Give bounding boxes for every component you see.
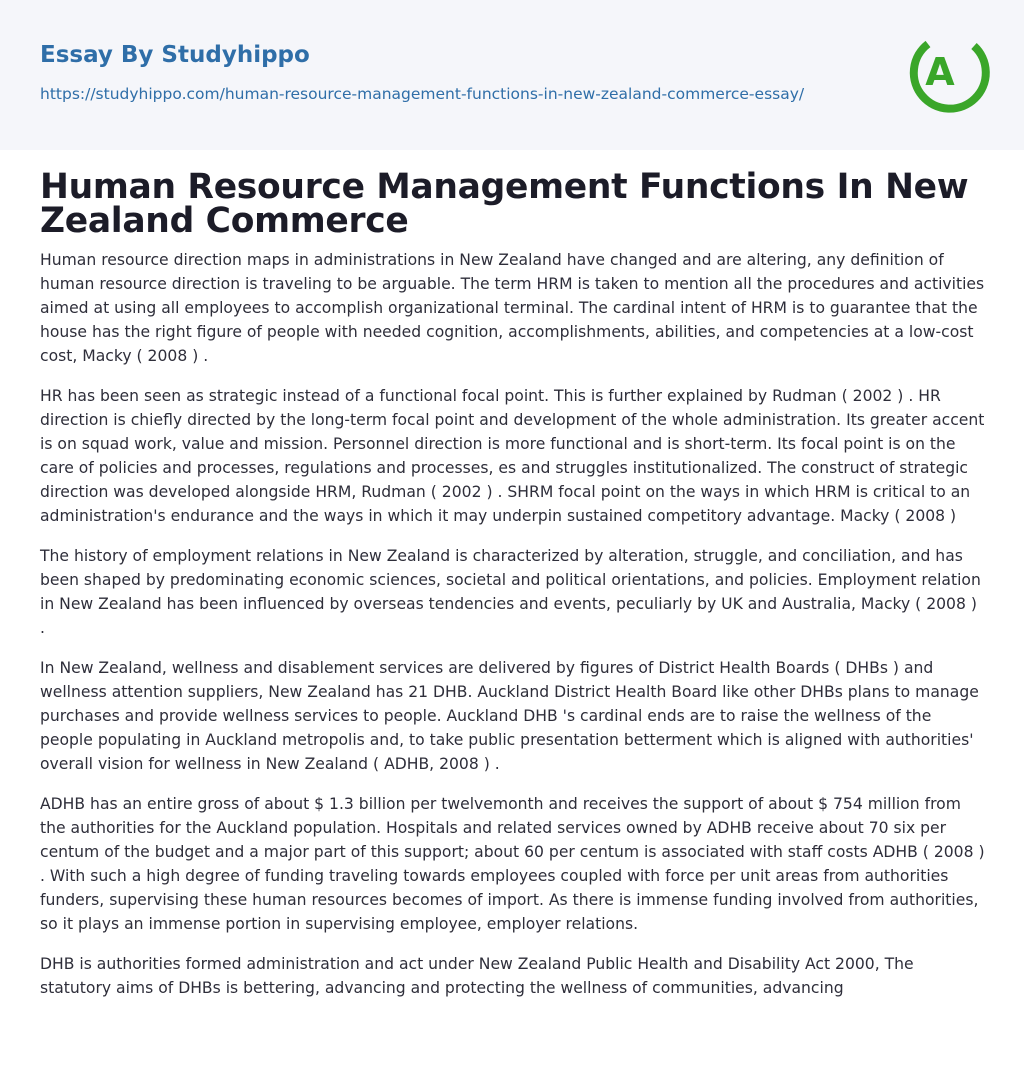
essay-paragraph: HR has been seen as strategic instead of a functional focal point. This is further explained by Rudman ( 2002 ) . HR direction is chiefly directed by the long-term focal point and development of the whole administration. Its greater accent is on squad work, value and mission. Personnel direction is more functional and is short-term. Its focal point is on the care of policies and processes, regulations and processes, es and struggles institutionalized. The construct of strategic direction was developed alongside HRM, Rudman ( 2002 ) . SHRM focal point on the ways in which HRM is critical to an administration's endurance and the ways in which it may underpin sustained competitory advantage. Macky ( 2008 )	[40, 387, 985, 525]
essay-paragraph: Human resource direction maps in administrations in New Zealand have changed and are altering, any definition of human resource direction is traveling to be arguable. The term HRM is taken to mention all the procedures and activities aimed at using all employees to accomplish organizational terminal. The cardinal intent of HRM is to guarantee that the house has the right figure of people with needed cognition, accomplishments, abilities, and competencies at a low-cost cost, Macky ( 2008 ) .	[40, 251, 985, 365]
essay-paragraph: In New Zealand, wellness and disablement services are delivered by figures of District Health Boards ( DHBs ) and wellness attention suppliers, New Zealand has 21 DHB. Auckland District Health Board like other DHBs plans to manage purchases and provide wellness services to people. Auckland DHB 's cardinal ends are to raise the wellness of the people populating in Auckland metropolis and, to take public presentation betterment which is aligned with authorities' overall vision for wellness in New Zealand ( ADHB, 2008 ) .	[40, 659, 979, 773]
essay-paragraph: DHB is authorities formed administration and act under New Zealand Public Health and Disability Act 2000, The statutory aims of DHBs is bettering, advancing and protecting the wellness of communities, advancing	[40, 955, 914, 997]
essay-paragraph: The history of employment relations in New Zealand is characterized by alteration, struggle, and conciliation, and has been shaped by predominating economic sciences, societal and political orientations, and policies. Employment relation in New Zealand has been influenced by overseas tendencies and events, peculiarly by UK and Australia, Macky ( 2008 ) .	[40, 547, 981, 637]
essay-content	[40, 167, 986, 1016]
site-header	[0, 0, 1024, 150]
essay-title: Human Resource Management Functions In New Zealand Commerce	[40, 167, 969, 241]
essay-url-link[interactable]: https://studyhippo.com/human-resource-management-functions-in-new-zealand-commerce-essay/	[40, 85, 805, 103]
logo-letter: A	[925, 50, 955, 94]
studyhippo-logo-icon[interactable]	[906, 28, 990, 116]
site-brand[interactable]: Essay By Studyhippo	[40, 42, 310, 68]
essay-paragraph: ADHB has an entire gross of about $ 1.3 billion per twelvemonth and receives the support of about $ 754 million from the authorities for the Auckland population. Hospitals and related services owned by ADHB receive about 70 six per centum of the budget and a major part of this support; about 60 per centum is associated with staff costs ADHB ( 2008 ) . With such a high degree of funding traveling towards employees coupled with force per unit areas from authorities funders, supervising these human resources becomes of import. As there is immense funding involved from authorities, so it plays an immense portion in supervising employee, employer relations.	[40, 795, 985, 933]
